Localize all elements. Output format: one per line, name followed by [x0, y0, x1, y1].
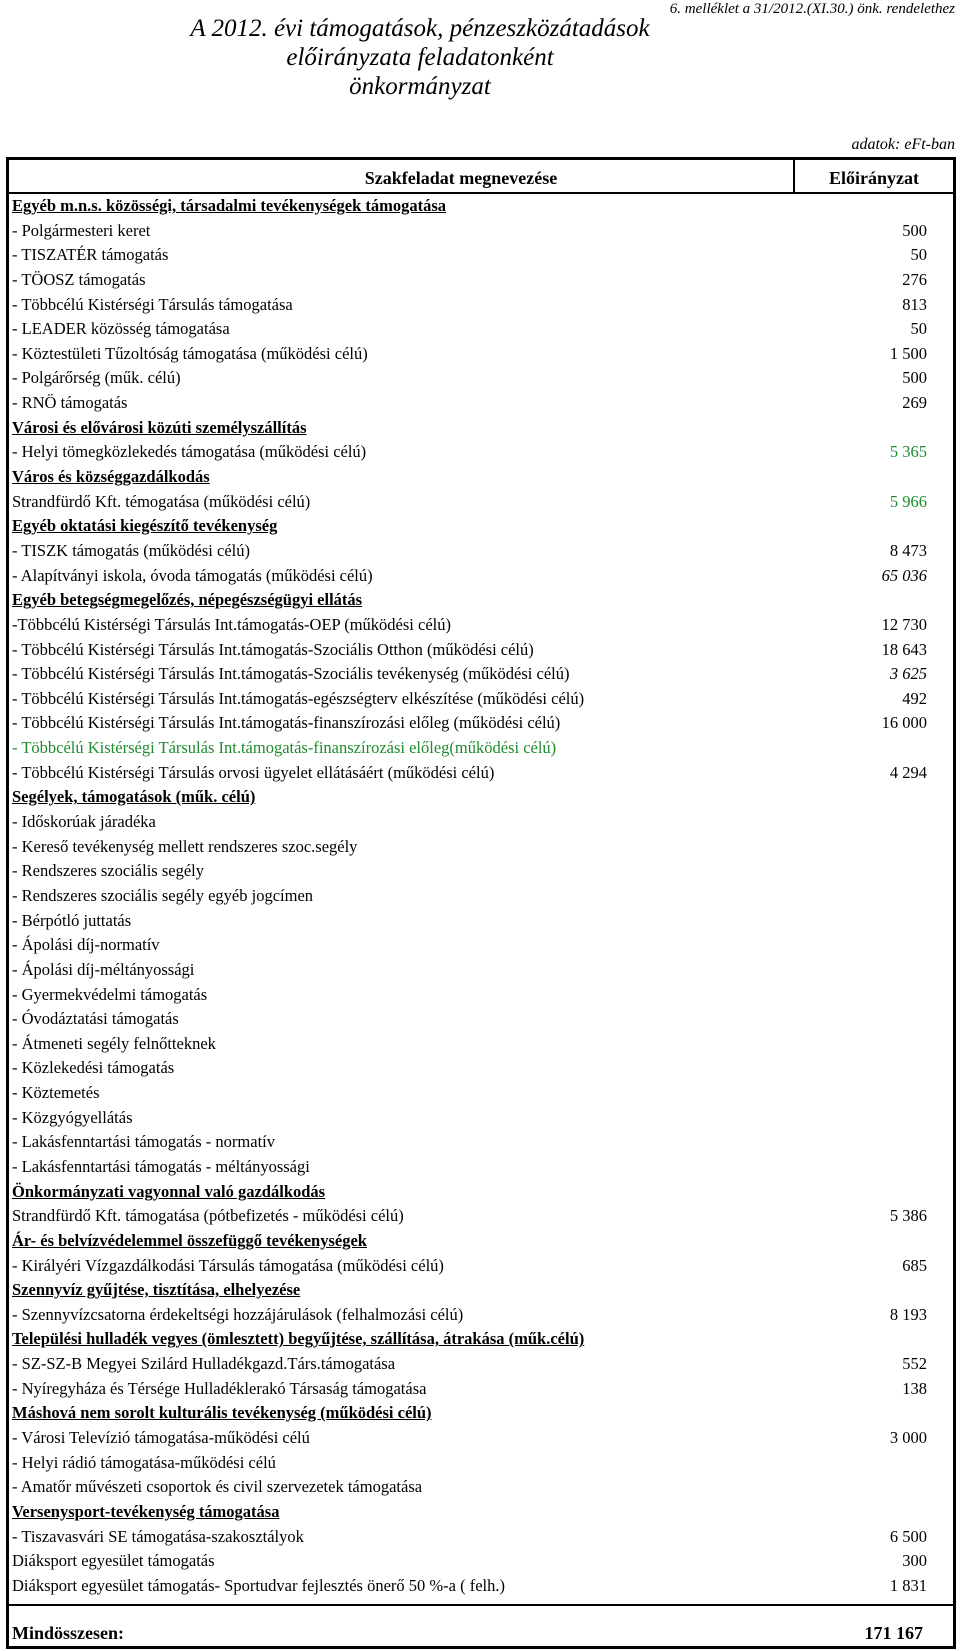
table-row [9, 1130, 953, 1155]
row-label: - TISZK támogatás (működési célú) [12, 540, 250, 560]
total-row [9, 1604, 953, 1646]
table-row [9, 736, 953, 761]
row-value: 3 625 [889, 664, 927, 684]
row-label: - Köztestületi Tűzoltóság támogatása (működési célú) [12, 343, 368, 363]
table-row [9, 391, 953, 416]
row-value [795, 1032, 953, 1057]
row-label: Máshová nem sorolt kulturális tevékenység (működési célú) [12, 1403, 432, 1423]
table-header [9, 160, 953, 194]
row-value: 813 [902, 294, 927, 314]
row-value: 65 036 [881, 565, 927, 585]
row-value [795, 1500, 953, 1525]
section-header-row [9, 1229, 953, 1254]
row-label: Segélyek, támogatások (műk. célú) [12, 787, 256, 807]
row-label: - TÖOSZ támogatás [12, 269, 146, 289]
section-header-row [9, 1327, 953, 1352]
table-row [9, 1451, 953, 1476]
row-label: - Óvodáztatási támogatás [12, 1009, 179, 1029]
table-row [9, 810, 953, 835]
row-label: Települési hulladék vegyes (ömlesztett) begyűjtése, szállítása, átrakása (műk.célú) [12, 1329, 585, 1349]
row-label: - Többcélú Kistérségi Társulás Int.támogatás-finanszírozási előleg(működési célú) [12, 738, 557, 758]
row-label: - Köztemetés [12, 1083, 100, 1103]
row-label: - Időskorúak járadéka [12, 812, 156, 832]
row-value [795, 1180, 953, 1205]
table-row [9, 835, 953, 860]
table-row [9, 909, 953, 934]
table-row [9, 1549, 953, 1574]
total-value: 171 167 [864, 1623, 923, 1643]
table-row [9, 958, 953, 983]
section-header-row [9, 785, 953, 810]
table-row [9, 1352, 953, 1377]
row-value: 18 643 [881, 639, 927, 659]
row-label: - Többcélú Kistérségi Társulás támogatása [12, 294, 293, 314]
table-row [9, 219, 953, 244]
section-header-row [9, 465, 953, 490]
row-label: - Polgármesteri keret [12, 220, 151, 240]
row-label: - Rendszeres szociális segély [12, 861, 204, 881]
table-row [9, 884, 953, 909]
row-label: - Nyíregyháza és Térsége Hulladéklerakó Társaság támogatása [12, 1378, 427, 1398]
units-note: adatok: eFt-ban [851, 136, 955, 153]
row-value [795, 835, 953, 860]
table-row [9, 1056, 953, 1081]
table-row [9, 1106, 953, 1131]
row-value: 5 966 [889, 491, 927, 511]
section-header-row [9, 1278, 953, 1303]
row-value: 276 [902, 269, 927, 289]
row-value [795, 933, 953, 958]
title-line-1: A 2012. évi támogatások, pénzeszközátadások [190, 15, 650, 42]
row-value: 50 [910, 319, 927, 339]
table-row [9, 687, 953, 712]
row-label: - Polgárőrség (műk. célú) [12, 368, 181, 388]
row-label: - Többcélú Kistérségi Társulás Int.támogatás-finanszírozási előleg (működési célú) [12, 713, 561, 733]
row-label: Városi és elővárosi közúti személyszállítás [12, 417, 307, 437]
section-header-row [9, 514, 953, 539]
table-row [9, 539, 953, 564]
table-row [9, 317, 953, 342]
row-value [795, 859, 953, 884]
row-label: - Ápolási díj-normatív [12, 935, 160, 955]
table-row [9, 366, 953, 391]
row-label: - Átmeneti segély felnőtteknek [12, 1033, 216, 1053]
row-value: 3 000 [889, 1428, 927, 1448]
row-label: Diáksport egyesület támogatás [12, 1551, 215, 1571]
row-value: 492 [902, 688, 927, 708]
table-row [9, 1303, 953, 1328]
row-label: - Tiszavasvári SE támogatása-szakosztályok [12, 1526, 304, 1546]
row-label: Ár- és belvízvédelemmel összefüggő tevékenységek [12, 1230, 367, 1250]
row-value [795, 884, 953, 909]
row-value: 8 193 [889, 1304, 927, 1324]
row-value: 6 500 [889, 1526, 927, 1546]
row-value: 16 000 [881, 713, 927, 733]
table-row [9, 1032, 953, 1057]
row-label: - Többcélú Kistérségi Társulás orvosi ügyelet ellátásáért (működési célú) [12, 762, 495, 782]
row-label: Város és községgazdálkodás [12, 467, 210, 487]
table-row [9, 440, 953, 465]
row-value [795, 736, 953, 761]
row-label: - Szennyvízcsatorna érdekeltségi hozzájárulások (felhalmozási célú) [12, 1304, 464, 1324]
row-value [795, 958, 953, 983]
row-value [795, 1475, 953, 1500]
row-value: 138 [902, 1378, 927, 1398]
row-label: -Többcélú Kistérségi Társulás Int.támogatás-OEP (működési célú) [12, 614, 451, 634]
table-row [9, 1525, 953, 1550]
row-label: - Ápolási díj-méltányossági [12, 959, 195, 979]
row-value: 300 [902, 1551, 927, 1571]
table-row [9, 1204, 953, 1229]
row-label: Diáksport egyesület támogatás- Sportudvar fejlesztés önerő 50 %-a ( felh.) [12, 1575, 506, 1595]
row-value: 12 730 [881, 614, 927, 634]
row-label: - Lakásfenntartási támogatás - méltányossági [12, 1156, 310, 1176]
row-value [795, 1327, 953, 1352]
table-row [9, 933, 953, 958]
row-label: - SZ-SZ-B Megyei Szilárd Hulladékgazd.Társ.támogatása [12, 1354, 396, 1374]
document-title [150, 14, 690, 101]
section-header-row [9, 1180, 953, 1205]
title-line-3: önkormányzat [349, 73, 491, 100]
section-header-row [9, 416, 953, 441]
row-value [795, 588, 953, 613]
row-value: 5 386 [889, 1206, 927, 1226]
row-value [795, 194, 953, 219]
row-value: 500 [902, 368, 927, 388]
row-value: 500 [902, 220, 927, 240]
row-label: - Rendszeres szociális segély egyéb jogcímen [12, 885, 314, 905]
row-label: Egyéb betegségmegelőzés, népegészségügyi ellátás [12, 590, 363, 610]
row-value: 1 831 [889, 1575, 927, 1595]
header-value-column: Előirányzat [793, 160, 953, 192]
table-row [9, 662, 953, 687]
annex-note: 6. melléklet a 31/2012.(XI.30.) önk. rendelethez [669, 1, 955, 17]
row-value [795, 1451, 953, 1476]
row-value [795, 785, 953, 810]
row-label: - Helyi tömegközlekedés támogatása (működési célú) [12, 442, 367, 462]
row-value [795, 416, 953, 441]
table-row [9, 564, 953, 589]
row-label: Szennyvíz gyűjtése, tisztítása, elhelyezése [12, 1280, 301, 1300]
row-value [795, 810, 953, 835]
row-value: 1 500 [889, 343, 927, 363]
table-row [9, 613, 953, 638]
row-label: Egyéb m.n.s. közösségi, társadalmi tevékenységek támogatása [12, 196, 447, 215]
section-header-row [9, 588, 953, 613]
row-label: Strandfürdő Kft. támogatása (pótbefizetés - működési célú) [12, 1206, 404, 1226]
row-value [795, 1229, 953, 1254]
row-value [795, 909, 953, 934]
row-value: 269 [902, 393, 927, 413]
row-label: - Alapítványi iskola, óvoda támogatás (működési célú) [12, 565, 373, 585]
table-row [9, 1081, 953, 1106]
table-row [9, 1574, 953, 1599]
row-label: - Többcélú Kistérségi Társulás Int.támogatás-egészségterv elkészítése (működési célú) [12, 688, 585, 708]
table-row [9, 983, 953, 1008]
row-label: - Közgyógyellátás [12, 1107, 133, 1127]
row-value: 552 [902, 1354, 927, 1374]
row-label: Önkormányzati vagyonnal való gazdálkodás [12, 1181, 326, 1201]
table-row [9, 1007, 953, 1032]
table-row [9, 243, 953, 268]
row-label: - Kereső tevékenység mellett rendszeres szoc.segély [12, 836, 358, 856]
table-body [9, 194, 953, 1599]
row-value [795, 1106, 953, 1131]
row-label: - Városi Televízió támogatása-működési célú [12, 1428, 310, 1448]
row-value [795, 1130, 953, 1155]
table-row [9, 293, 953, 318]
row-value [795, 1056, 953, 1081]
row-label: - Gyermekvédelmi támogatás [12, 984, 208, 1004]
row-label: Strandfürdő Kft. témogatása (működési célú) [12, 491, 311, 511]
title-line-2: előirányzata feladatonként [286, 44, 554, 71]
row-value [795, 1278, 953, 1303]
row-label: - Lakásfenntartási támogatás - normatív [12, 1132, 275, 1152]
row-value [795, 1081, 953, 1106]
row-label: - Bérpótló juttatás [12, 910, 132, 930]
section-header-row [9, 1500, 953, 1525]
row-label: Egyéb oktatási kiegészítő tevékenység [12, 516, 278, 536]
table-row [9, 1426, 953, 1451]
row-label: - LEADER közösség támogatása [12, 319, 230, 339]
row-value [795, 514, 953, 539]
row-label: Versenysport-tevékenység támogatása [12, 1501, 280, 1521]
row-value: 5 365 [889, 442, 927, 462]
appropriation-table [6, 157, 956, 1649]
table-row [9, 859, 953, 884]
table-row [9, 1155, 953, 1180]
table-row [9, 342, 953, 367]
table-row [9, 1475, 953, 1500]
row-value [795, 983, 953, 1008]
row-value: 8 473 [889, 540, 927, 560]
row-label: - Közlekedési támogatás [12, 1058, 175, 1078]
table-row [9, 1254, 953, 1279]
table-row [9, 268, 953, 293]
section-header-row [9, 194, 953, 219]
row-label: - Királyéri Vízgazdálkodási Társulás támogatása (működési célú) [12, 1255, 444, 1275]
row-label: - Többcélú Kistérségi Társulás Int.támogatás-Szociális tevékenység (működési célú) [12, 664, 570, 684]
row-value [795, 465, 953, 490]
table-row [9, 761, 953, 786]
total-label: Mindösszesen: [12, 1623, 124, 1643]
table-row [9, 711, 953, 736]
row-value [795, 1007, 953, 1032]
row-label: - Többcélú Kistérségi Társulás Int.támogatás-Szociális Otthon (működési célú) [12, 639, 534, 659]
row-label: - Amatőr művészeti csoportok és civil szervezetek támogatása [12, 1477, 423, 1497]
row-value: 4 294 [889, 762, 927, 782]
row-value [795, 1155, 953, 1180]
table-row [9, 638, 953, 663]
header-name-column: Szakfeladat megnevezése [364, 168, 558, 188]
row-label: - TISZATÉR támogatás [12, 245, 169, 265]
row-value [795, 1401, 953, 1426]
row-label: - Helyi rádió támogatása-működési célú [12, 1452, 276, 1472]
table-row [9, 1377, 953, 1402]
row-label: - RNÖ támogatás [12, 393, 128, 413]
section-header-row [9, 1401, 953, 1426]
table-row [9, 490, 953, 515]
row-value: 685 [902, 1255, 927, 1275]
row-value: 50 [910, 245, 927, 265]
